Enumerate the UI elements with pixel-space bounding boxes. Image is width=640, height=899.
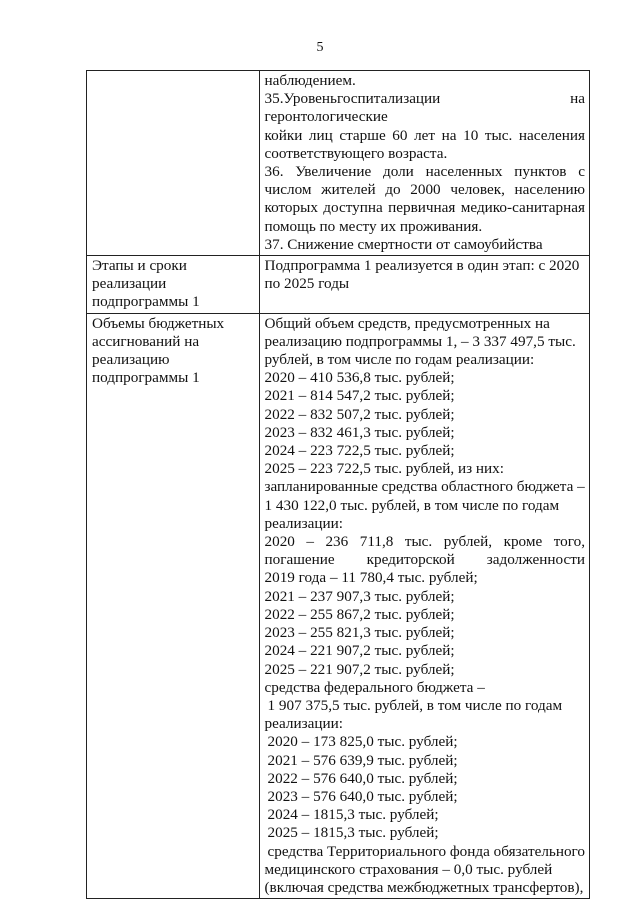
text-line: реализацию подпрограммы 1, – 3 337 497,5 тыс. bbox=[264, 332, 576, 350]
text-line: 2020 – 410 536,8 тыс. рублей; bbox=[264, 369, 455, 387]
text-line: 1 430 122,0 тыс. рублей, в том числе по годам bbox=[264, 496, 560, 514]
text-line: 2022 – 255 867,2 тыс. рублей; bbox=[264, 605, 455, 623]
text-line: соответствующего возраста. bbox=[264, 144, 448, 162]
text-line: 2022 – 832 507,2 тыс. рублей; bbox=[264, 405, 455, 423]
row-label-cell bbox=[87, 256, 260, 314]
text-line: рублей, в том числе по годам реализации: bbox=[264, 351, 535, 369]
text-line: 2021 – 237 907,3 тыс. рублей; bbox=[264, 587, 455, 605]
row-label-line: Этапы и сроки bbox=[92, 257, 187, 275]
text-line: 35.Уровеньгоспитализации на геронтологические bbox=[264, 90, 585, 126]
text-line: Подпрограмма 1 реализуется в один этап: с 2020 bbox=[264, 257, 580, 275]
table-row-indicators-continued bbox=[87, 71, 590, 256]
text-line: по 2025 годы bbox=[264, 275, 350, 293]
row-label-line: реализации bbox=[92, 275, 167, 293]
row-label-cell bbox=[87, 313, 260, 899]
text-line: которых доступна первичная медико-санитарная bbox=[264, 199, 585, 217]
text-line: реализации: bbox=[264, 514, 343, 532]
table-row-stages bbox=[87, 256, 590, 314]
text-line: медицинского страхования – 0,0 тыс. рублей bbox=[264, 860, 553, 878]
text-line: средства Территориального фонда обязательного bbox=[267, 842, 585, 860]
text-line: Общий объем средств, предусмотренных на bbox=[264, 314, 550, 332]
text-line: 2019 года – 11 780,4 тыс. рублей; bbox=[264, 569, 478, 587]
text-line: 1 907 375,5 тыс. рублей, в том числе по годам bbox=[267, 696, 563, 714]
text-line: 36. Увеличение доли населенных пунктов с bbox=[264, 163, 585, 181]
text-line: 2024 – 221 907,2 тыс. рублей; bbox=[264, 642, 455, 660]
text-line: 2020 – 173 825,0 тыс. рублей; bbox=[267, 733, 458, 751]
text-line: 2025 – 223 722,5 тыс. рублей, из них: bbox=[264, 460, 504, 478]
row-label-line: подпрограммы 1 bbox=[92, 293, 200, 311]
text-line: 2023 – 576 640,0 тыс. рублей; bbox=[267, 787, 458, 805]
text-line: 2025 – 1815,3 тыс. рублей; bbox=[267, 824, 439, 842]
text-line: 2023 – 832 461,3 тыс. рублей; bbox=[264, 423, 455, 441]
text-line: помощь по месту их проживания. bbox=[264, 217, 483, 235]
text-line: койки лиц старше 60 лет на 10 тыс. населения bbox=[264, 126, 585, 144]
text-line: погашение кредиторской задолженности bbox=[264, 551, 585, 569]
row-label-line: реализацию bbox=[92, 351, 170, 369]
page-number: 5 bbox=[316, 40, 324, 55]
text-line: 2025 – 221 907,2 тыс. рублей; bbox=[264, 660, 455, 678]
text-line: 2022 – 576 640,0 тыс. рублей; bbox=[267, 769, 458, 787]
table-row-budget bbox=[87, 313, 590, 899]
row-label-line: Объемы бюджетных bbox=[92, 314, 225, 332]
program-passport-table bbox=[86, 70, 590, 899]
text-line: 2021 – 814 547,2 тыс. рублей; bbox=[264, 387, 455, 405]
row-content-cell bbox=[259, 71, 590, 256]
text-line: 2023 – 255 821,3 тыс. рублей; bbox=[264, 624, 455, 642]
text-line: средства федерального бюджета – bbox=[264, 678, 485, 696]
text-line: 37. Снижение смертности от самоубийства bbox=[264, 235, 543, 253]
row-label-cell bbox=[87, 71, 260, 256]
row-label-line: подпрограммы 1 bbox=[92, 369, 200, 387]
row-content-cell bbox=[259, 313, 590, 899]
text-line: числом жителей до 2000 человек, населению bbox=[264, 181, 585, 199]
text-line: реализации: bbox=[264, 715, 343, 733]
row-label-line: ассигнований на bbox=[92, 332, 200, 350]
text-line: 2020 – 236 711,8 тыс. рублей, кроме того, bbox=[264, 533, 585, 551]
text-line: 2024 – 223 722,5 тыс. рублей; bbox=[264, 442, 455, 460]
text-line: наблюдением. bbox=[264, 72, 356, 89]
text-line: запланированные средства областного бюджета – bbox=[264, 478, 585, 496]
text-line: 2021 – 576 639,9 тыс. рублей; bbox=[267, 751, 458, 769]
text-line: (включая средства межбюджетных трансфертов), bbox=[264, 878, 584, 896]
row-content-cell bbox=[259, 256, 590, 314]
text-line: 2024 – 1815,3 тыс. рублей; bbox=[267, 806, 439, 824]
